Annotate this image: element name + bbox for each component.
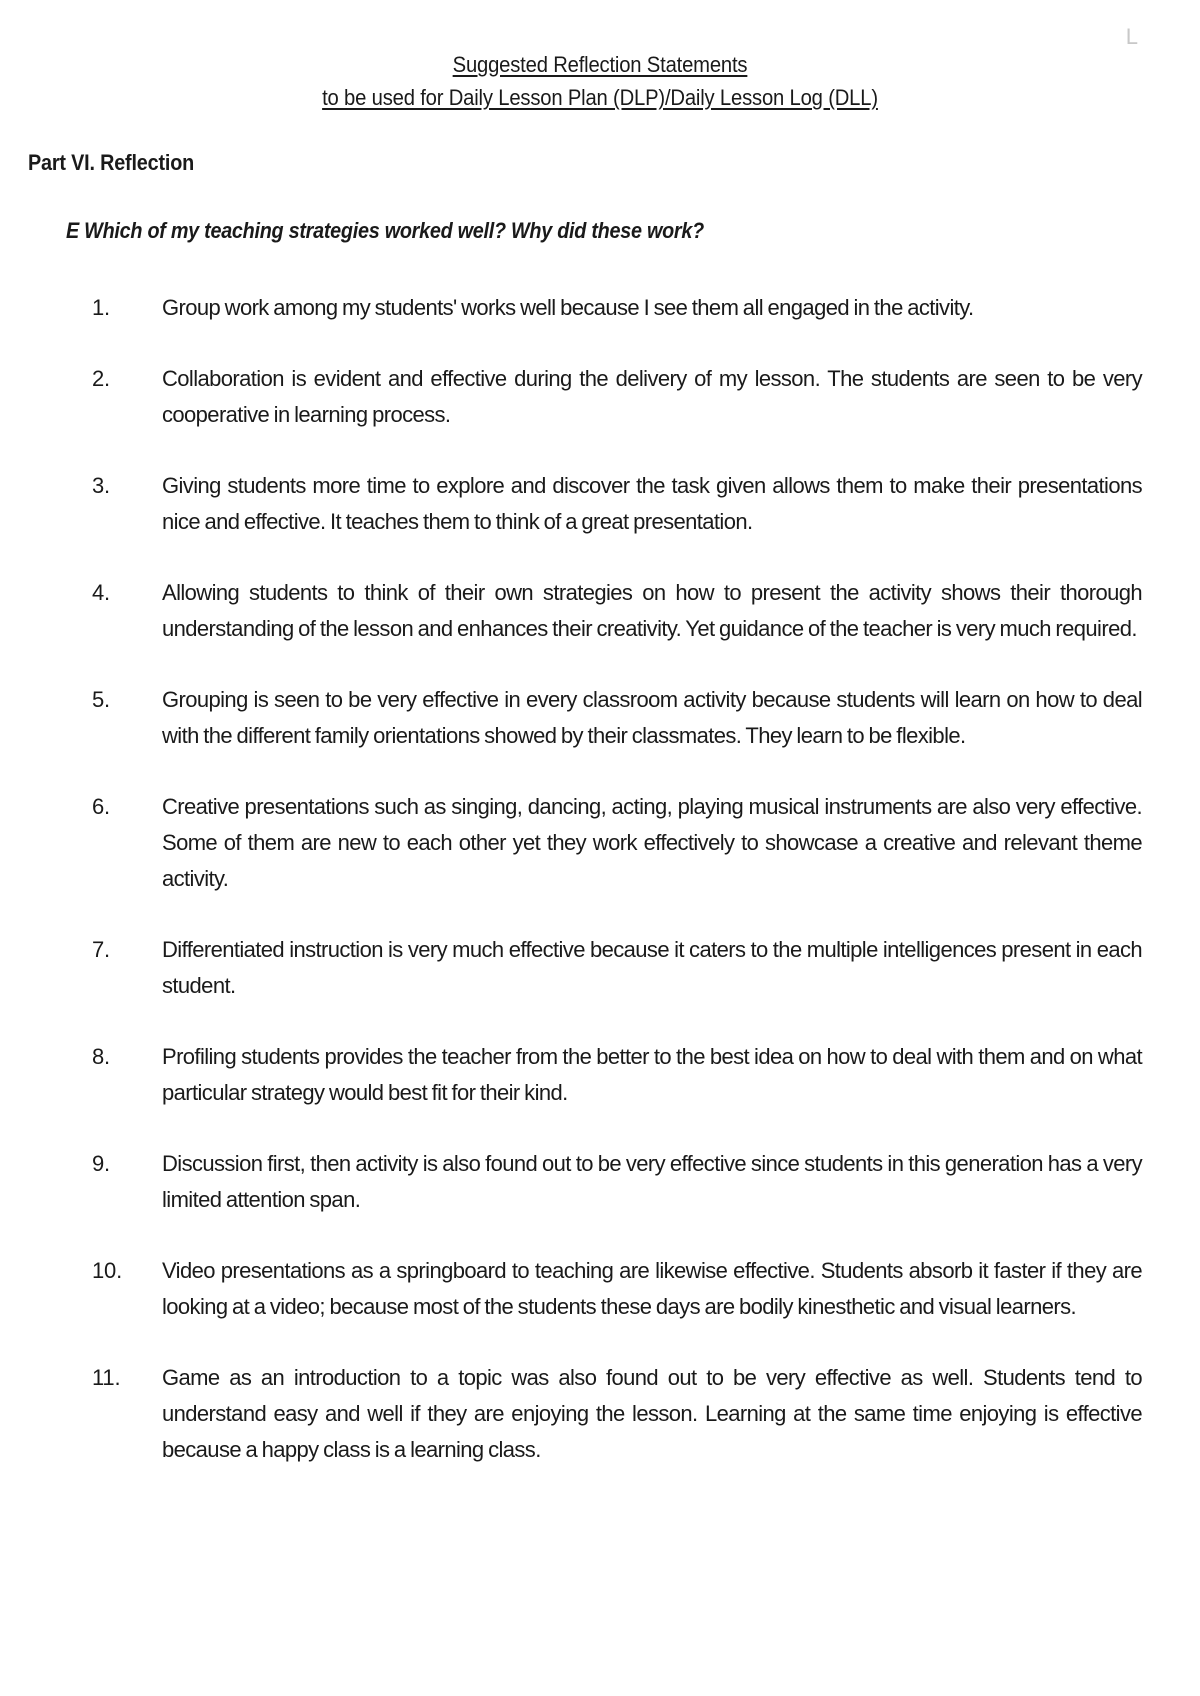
item-number: 2.	[92, 366, 110, 391]
list-item	[92, 682, 1142, 754]
title-line-1: Suggested Reflection Statements	[452, 52, 748, 77]
item-number: 8.	[92, 1044, 110, 1069]
title-line-2: to be used for Daily Lesson Plan (DLP)/Daily Lesson Log (DLL)	[322, 85, 878, 110]
item-number: 6.	[92, 794, 110, 819]
list-item	[92, 789, 1142, 897]
list-item	[92, 290, 1142, 326]
item-number: 5.	[92, 687, 110, 712]
question-heading: E Which of my teaching strategies worked well? Why did these work?	[66, 218, 704, 243]
item-number: 3.	[92, 473, 110, 498]
list-item	[92, 1360, 1142, 1468]
list-item	[92, 575, 1142, 647]
item-text: Giving students more time to explore and discover the task given allows them to make their presentations nice and effective. It teaches them to think of a great presentation.	[162, 473, 1142, 534]
item-text: Discussion first, then activity is also found out to be very effective since students in this generation has a very limited attention span.	[162, 1151, 1142, 1212]
list-item	[92, 1039, 1142, 1111]
list-item	[92, 361, 1142, 433]
item-number: 11.	[92, 1365, 121, 1390]
item-number: 9.	[92, 1151, 110, 1176]
list-item	[92, 932, 1142, 1004]
document-header	[0, 48, 1200, 114]
corner-mark: L	[1125, 24, 1138, 49]
list-item	[92, 1146, 1142, 1218]
item-text: Video presentations as a springboard to teaching are likewise effective. Students absorb it faster if they are looking at a video; because most of the students these days are bodily kinesthetic and visual learners.	[162, 1258, 1142, 1319]
list-item	[92, 468, 1142, 540]
item-number: 1.	[92, 295, 110, 320]
list-item	[92, 1253, 1142, 1325]
item-text: Profiling students provides the teacher from the better to the best idea on how to deal with them and on what particular strategy would best fit for their kind.	[162, 1044, 1142, 1105]
part-heading: Part VI. Reflection	[28, 150, 195, 175]
item-text: Collaboration is evident and effective during the delivery of my lesson. The students are seen to be very cooperative in learning process.	[162, 366, 1142, 427]
item-number: 4.	[92, 580, 110, 605]
item-text: Allowing students to think of their own strategies on how to present the activity shows their thorough understanding of the lesson and enhances their creativity. Yet guidance of the teacher is very much required.	[162, 580, 1142, 641]
item-text: Grouping is seen to be very effective in every classroom activity because students will learn on how to deal with the different family orientations showed by their classmates. They learn to be flexible.	[162, 687, 1142, 748]
item-number: 7.	[92, 937, 110, 962]
item-text: Group work among my students' works well because I see them all engaged in the activity.	[162, 295, 974, 320]
reflection-list	[92, 290, 1142, 1503]
item-number: 10.	[92, 1258, 122, 1283]
item-text: Differentiated instruction is very much effective because it caters to the multiple intelligences present in each student.	[162, 937, 1142, 998]
item-text: Creative presentations such as singing, dancing, acting, playing musical instruments are also very effective. Some of them are new to each other yet they work effectively to showcase a creative and relevant theme activity.	[162, 794, 1142, 891]
item-text: Game as an introduction to a topic was also found out to be very effective as well. Students tend to understand easy and well if they are enjoying the lesson. Learning at the same time enjoying is effective because a happy class is a learning class.	[162, 1365, 1142, 1462]
